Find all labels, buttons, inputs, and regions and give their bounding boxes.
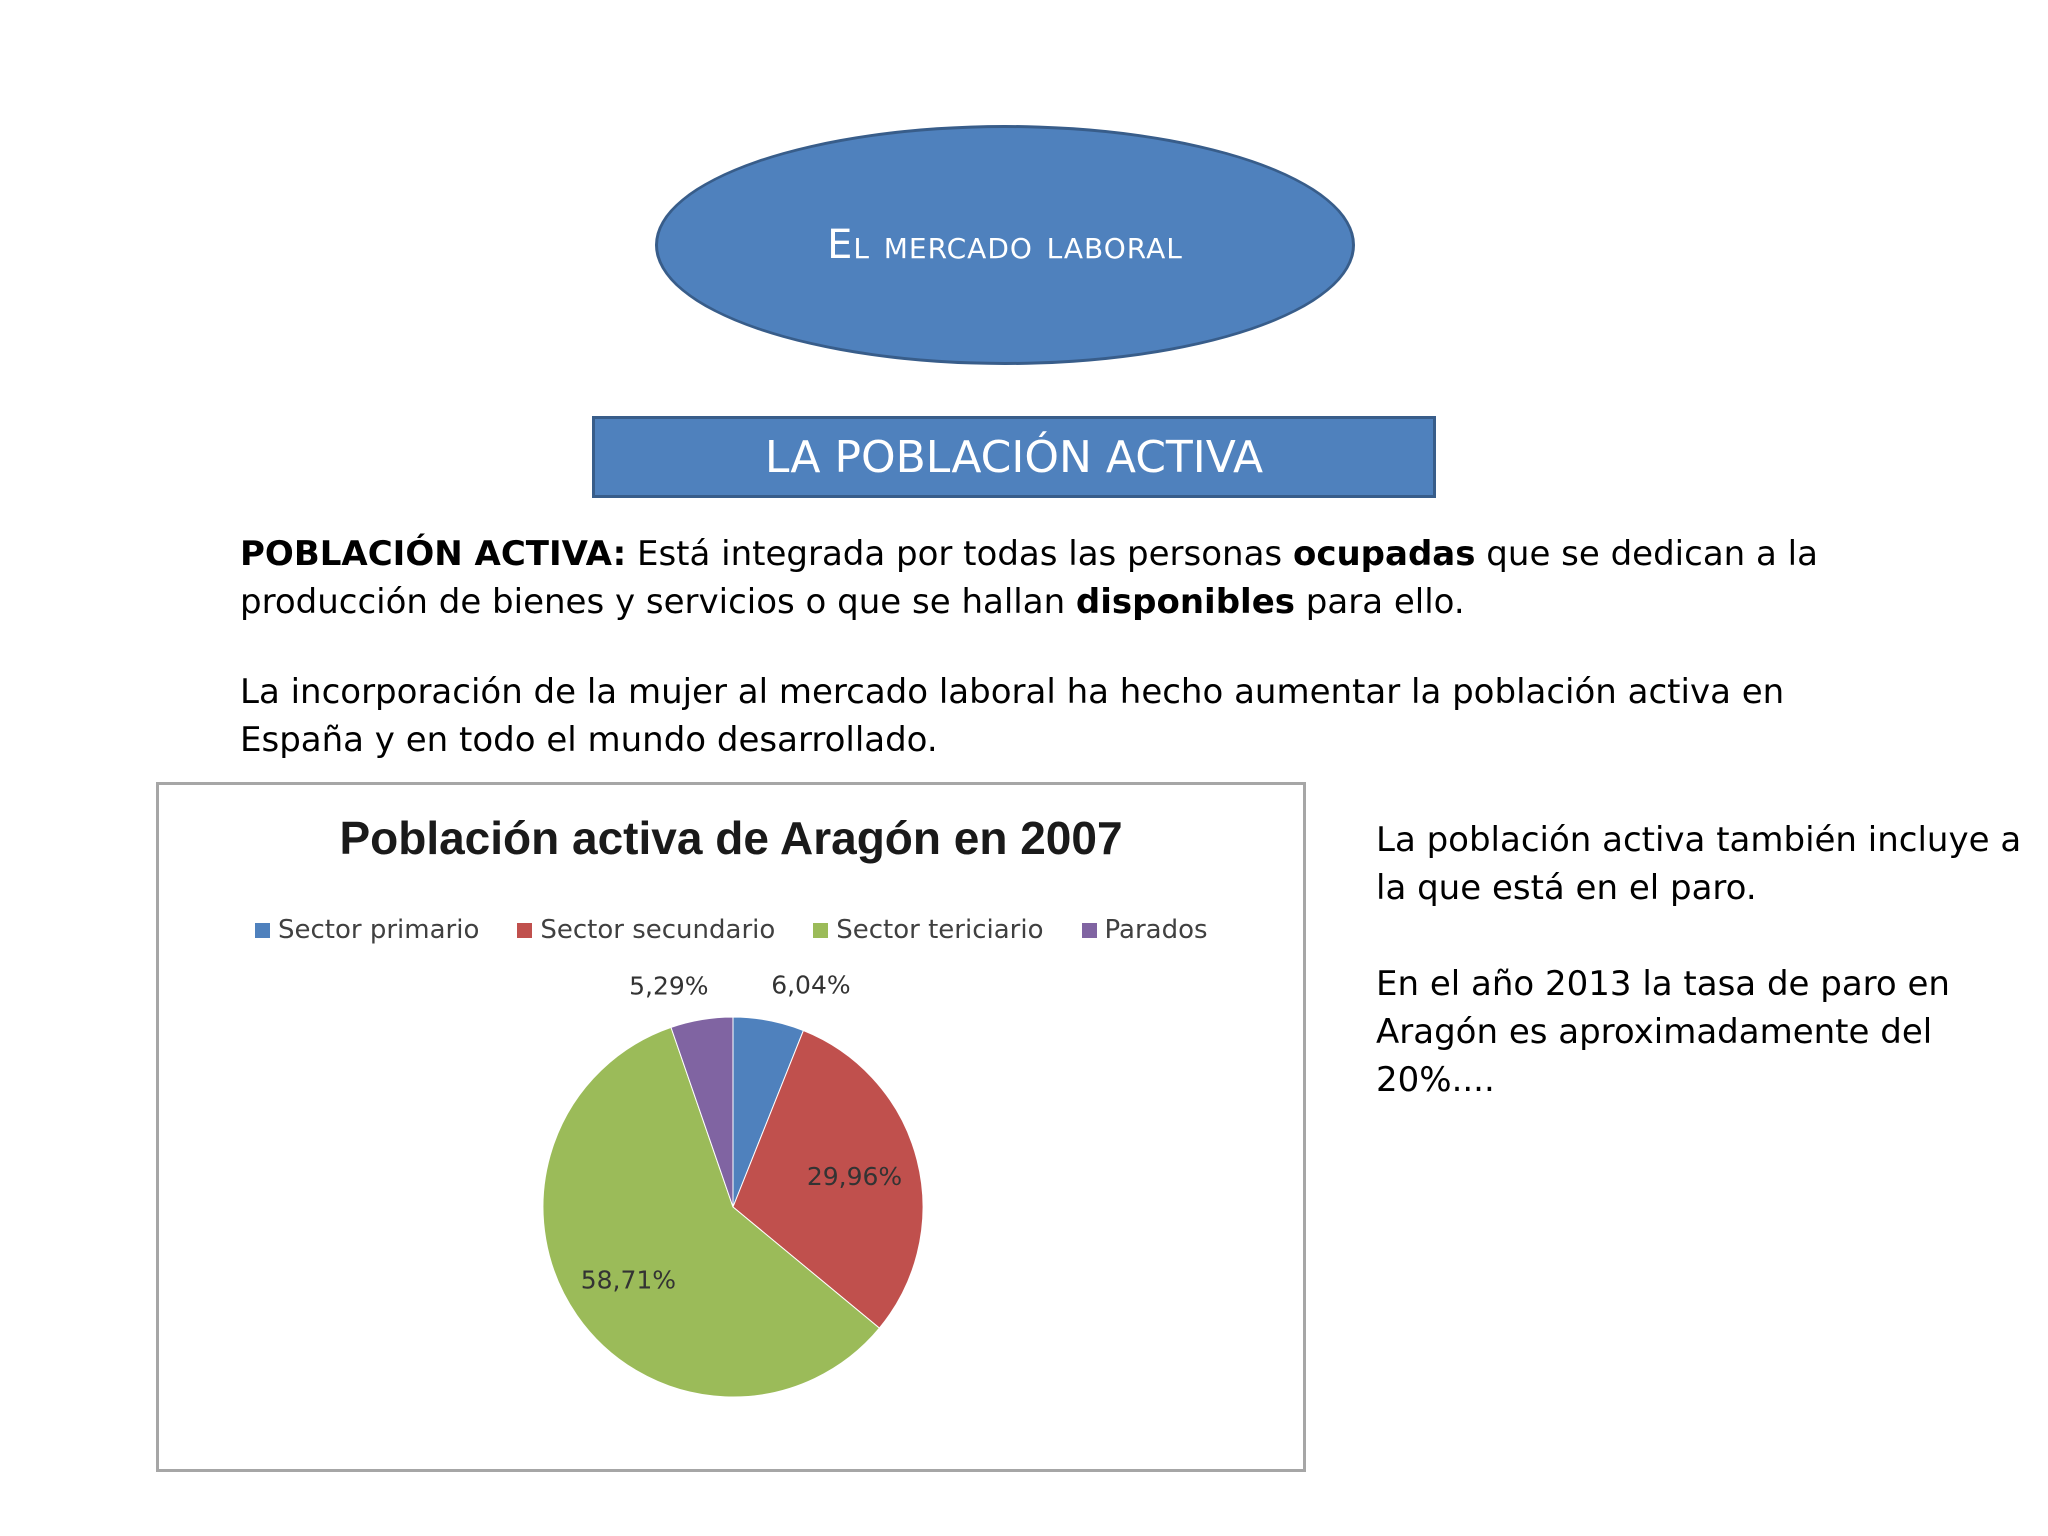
pie-label-3: 5,29% [629, 971, 709, 1001]
legend-label-1: Sector secundario [540, 915, 776, 945]
subtitle-banner [592, 416, 1436, 498]
legend-label-3: Parados [1104, 915, 1208, 945]
slide-title: El mercado laboral [827, 222, 1183, 268]
definition-bold-ocupadas: ocupadas [1292, 534, 1476, 574]
definition-text-b: que se dedican a la producción de bienes y servicios o que se hallan [240, 534, 1818, 622]
women-paragraph: La incorporación de la mujer al mercado laboral ha hecho aumentar la población activa en España y en todo el mundo desarrollado. [240, 672, 1785, 760]
definition-text-c: para ello. [1295, 582, 1465, 622]
definition-label: POBLACIÓN ACTIVA: [240, 534, 627, 574]
chart-title: Población activa de Aragón en 2007 [339, 812, 1123, 864]
side-note-unemployed: La población activa también incluye a la que está en el paro. [1376, 820, 2022, 908]
pie-svg [159, 785, 1303, 1469]
pie-label-2: 58,71% [580, 1265, 677, 1295]
definition-text-a: Está integrada por todas las personas [626, 534, 1293, 574]
legend-label-2: Sector tericiario [836, 915, 1044, 945]
pie-chart [156, 782, 1306, 1472]
pie-label-1: 29,96% [806, 1161, 903, 1191]
legend-label-0: Sector primario [278, 915, 480, 945]
title-ellipse [655, 125, 1355, 365]
side-note-2013: En el año 2013 la tasa de paro en Aragón es aproximadamente del 20%.... [1376, 964, 1950, 1100]
definition-bold-disponibles: disponibles [1075, 582, 1295, 622]
slide-subtitle: LA POBLACIÓN ACTIVA [764, 431, 1264, 483]
definition-paragraph [240, 530, 1900, 626]
pie-label-0: 6,04% [771, 970, 851, 1000]
